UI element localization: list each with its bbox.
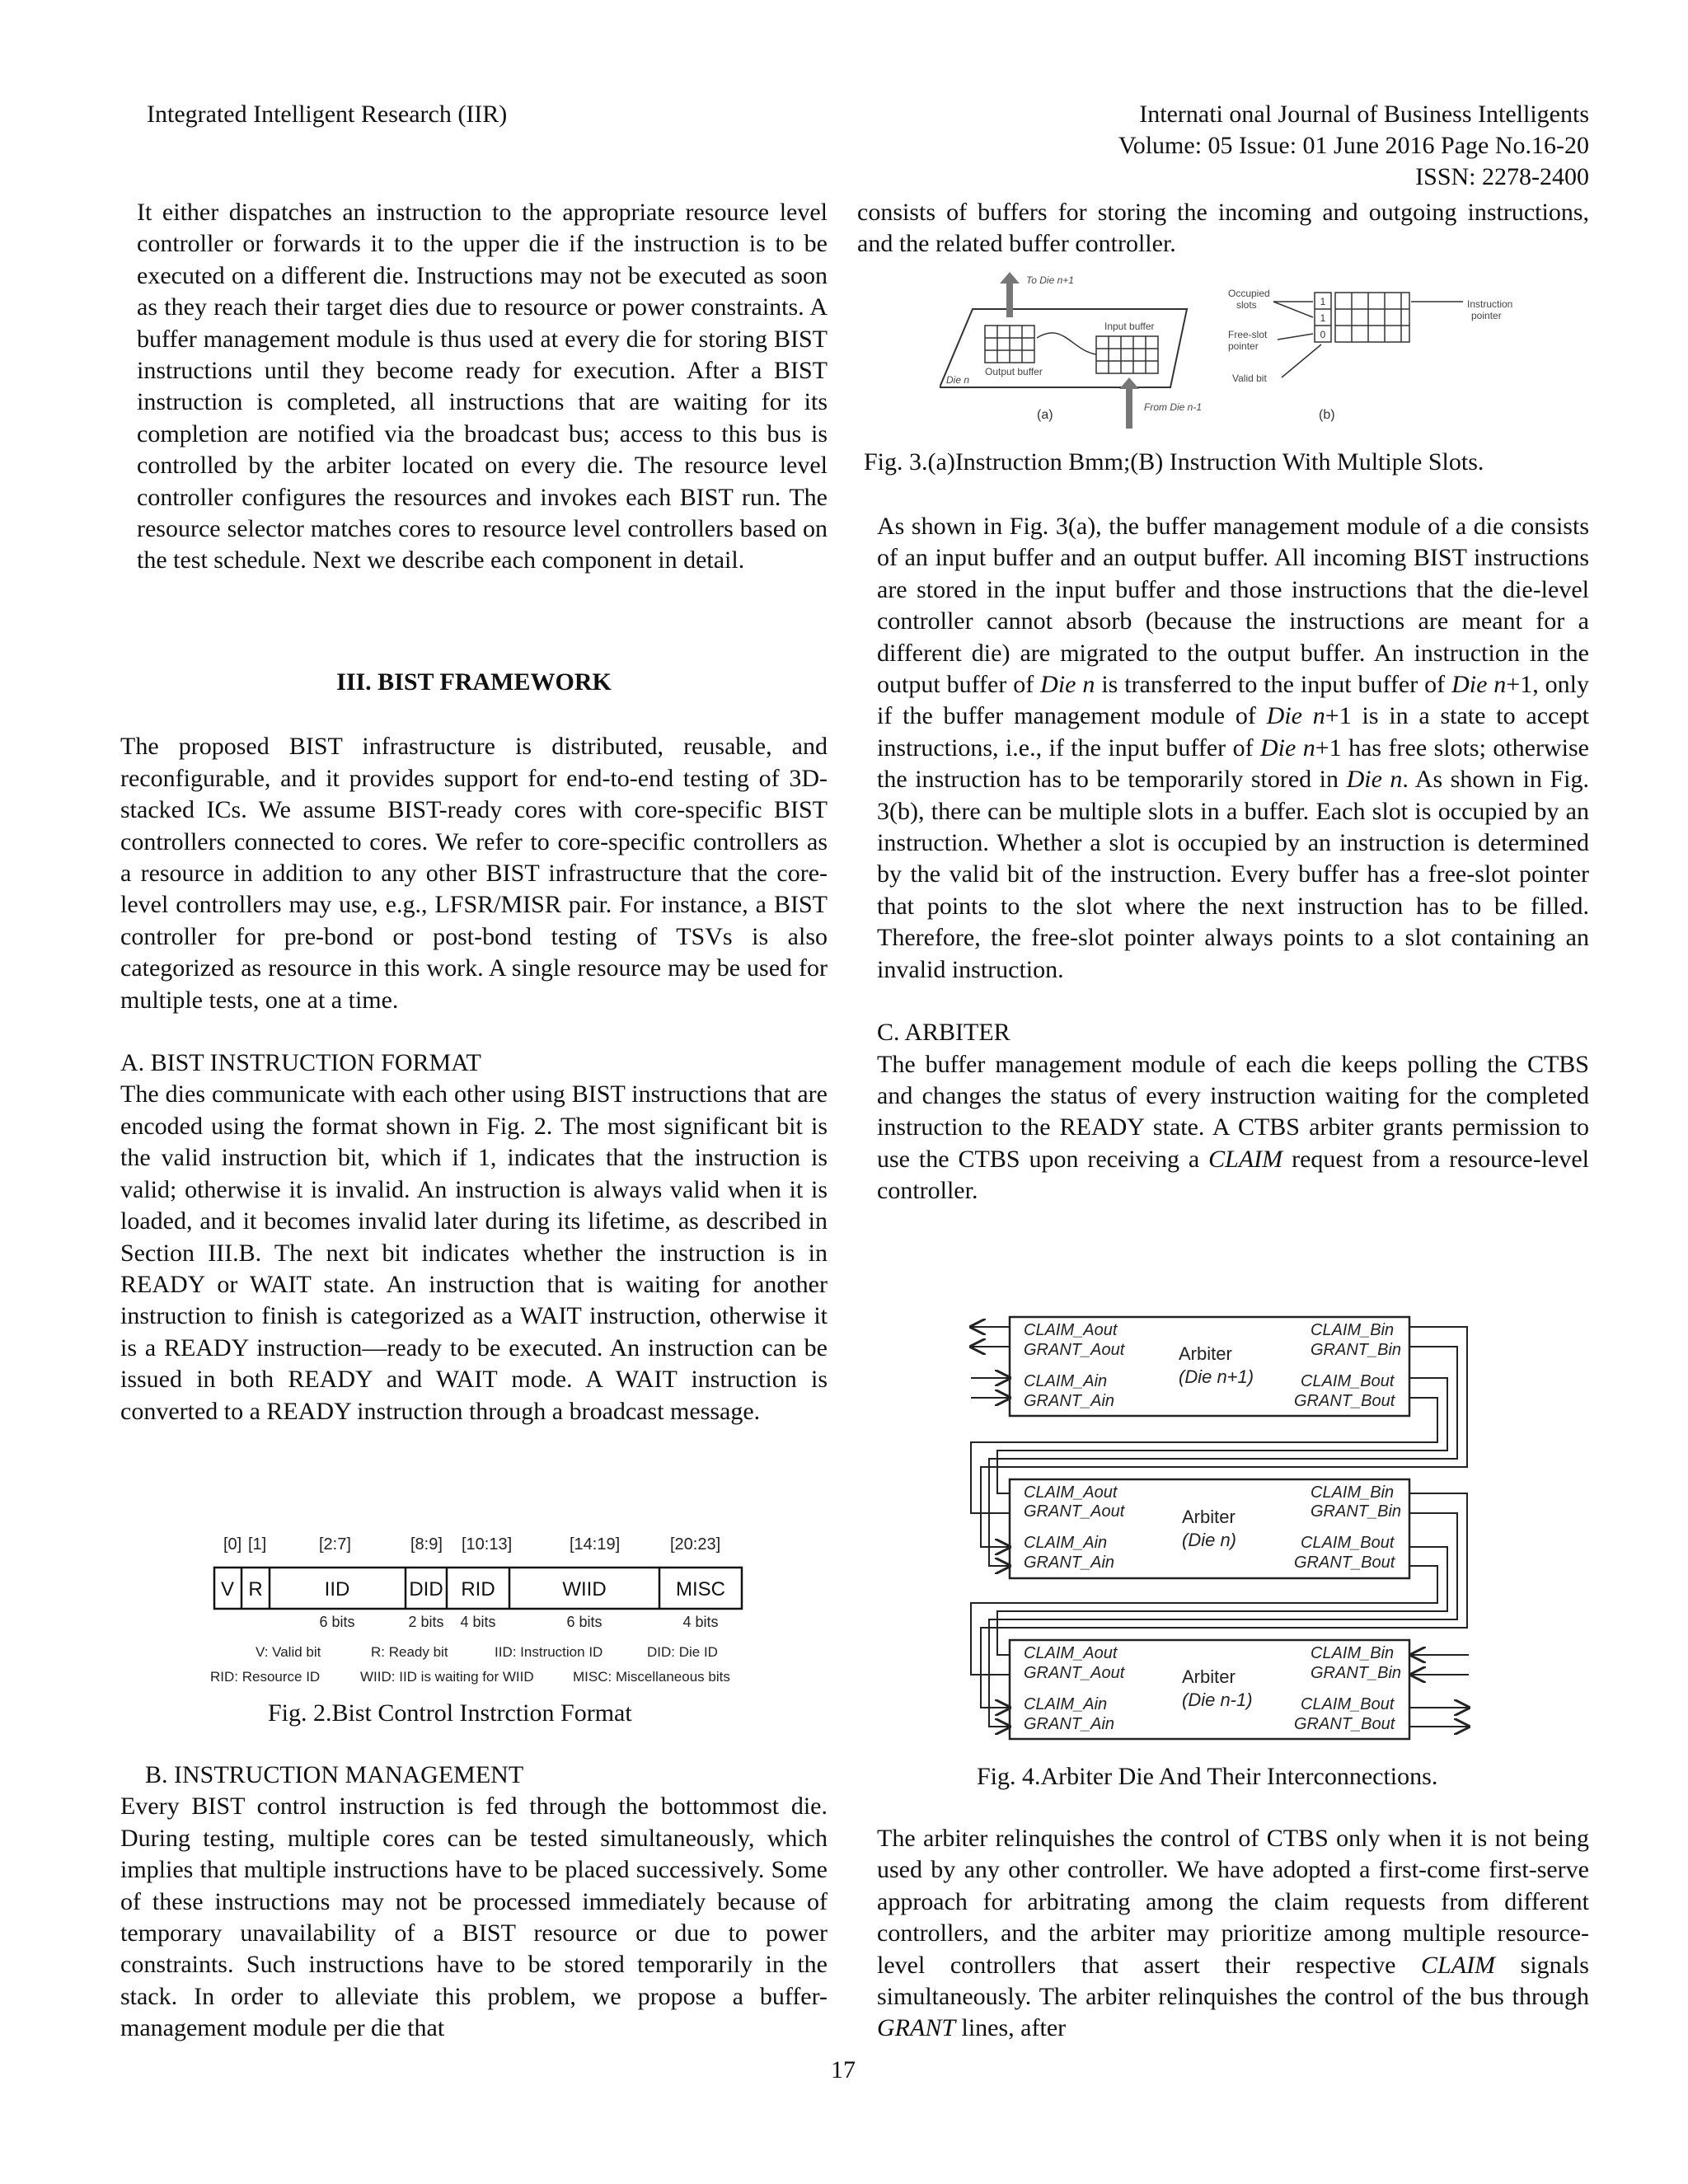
legend-item: IID: Instruction ID — [495, 1644, 603, 1660]
subsection-heading-c: C. ARBITER — [877, 1019, 1010, 1047]
left-column — [120, 668, 828, 1427]
valid-bit-value: 1 — [1320, 296, 1326, 307]
field-did: DID — [409, 1578, 443, 1601]
from-die-label: From Die n-1 — [1144, 401, 1203, 413]
svg-text:CLAIM_Bin: CLAIM_Bin — [1311, 1483, 1395, 1502]
up-arrow-icon — [1000, 272, 1020, 284]
figure-2-caption: Fig. 2.Bist Control Instrction Format — [268, 1699, 632, 1727]
svg-text:CLAIM_Aout: CLAIM_Aout — [1024, 1483, 1118, 1502]
die-label: (Die n-1) — [1182, 1690, 1253, 1710]
field-v: V — [220, 1578, 235, 1601]
instr-ptr-label: Instruction — [1467, 298, 1513, 310]
paragraph: As shown in Fig. 3(a), the buffer management module of a die consists of an input buffer and an output buffer. All incoming BIST instructions are stored in the input buffer and those instructions that the die-level controller cannot absorb (because the instructions are meant for a different die) are migrated to the output buffer. An instruction in the output buffer of Die n is transferred to the input buffer of Die n+1, only if the buffer management module of Die n+1 is in a state to accept instructions, i.e., if the input buffer of Die n+1 has free slots; otherwise the instruction has to be temporarily stored in Die n. As shown in Fig. 3(b), there can be multiple slots in a buffer. Each slot is occupied by an instruction. Whether a slot is occupied by an instruction is determined by the valid bit of the instruction. Every buffer has a free-slot pointer that points to the slot where the next instruction has to be filled. Therefore, the free-slot pointer always points to a slot containing an invalid instruction. — [877, 513, 1589, 983]
figure-2-instruction-format — [210, 1533, 754, 1690]
subsection-heading-a: A. BIST INSTRUCTION FORMAT — [120, 1049, 481, 1077]
left-intro-paragraph — [137, 197, 828, 577]
svg-text:GRANT_Aout: GRANT_Aout — [1024, 1341, 1125, 1359]
width-label: 6 bits — [319, 1614, 355, 1630]
figure-3-caption: Fig. 3.(a)Instruction Bmm;(B) Instruction With Multiple Slots. — [864, 448, 1484, 476]
paragraph: consists of buffers for storing the incoming and outgoing instructions, and the related buffer controller. — [857, 199, 1589, 258]
svg-text:GRANT_Bout: GRANT_Bout — [1294, 1392, 1395, 1410]
figure-4-caption: Fig. 4.Arbiter Die And Their Interconnections. — [977, 1763, 1438, 1790]
svg-text:CLAIM_Bout: CLAIM_Bout — [1301, 1695, 1395, 1713]
svg-text:CLAIM_Ain: CLAIM_Ain — [1024, 1695, 1108, 1713]
svg-text:CLAIM_Bin: CLAIM_Bin — [1311, 1644, 1395, 1662]
output-buffer-label: Output buffer — [985, 366, 1043, 377]
svg-text:GRANT_Bin: GRANT_Bin — [1311, 1502, 1402, 1521]
width-label: 4 bits — [460, 1614, 496, 1630]
output-buffer-grid — [985, 326, 1034, 363]
field-iid: IID — [324, 1578, 350, 1601]
page-number: 17 — [831, 2056, 856, 2083]
paragraph: The dies communicate with each other using BIST instructions that are encoded using the format shown in Fig. 2. The most significant bit is the valid instruction bit, which if 1, indicates that the instruction is valid; otherwise it is invalid. An instruction is always valid when it is loaded, and it becomes invalid later during its lifetime, as described in Section III.B. The next bit indicates whether the instruction is in READY or WAIT state. An instruction that is waiting for another instruction to finish is categorized as a WAIT instruction, otherwise it is a READY instruction—ready to be executed. An instruction can be issued in both READY and WAIT mode. A WAIT instruction is converted to a READY instruction through a broadcast message. — [120, 1080, 828, 1425]
svg-text:GRANT_Bin: GRANT_Bin — [1311, 1664, 1402, 1682]
subfig-b-label: (b) — [1319, 408, 1335, 422]
bit-pos: [20:23] — [670, 1535, 721, 1554]
journal-name: Internati onal Journal of Business Intelligents — [1139, 101, 1589, 128]
bit-pos: [10:13] — [462, 1535, 513, 1554]
svg-text:GRANT_Aout: GRANT_Aout — [1024, 1664, 1125, 1682]
free-slot-label: pointer — [1228, 340, 1259, 352]
svg-text:CLAIM_Aout: CLAIM_Aout — [1024, 1321, 1118, 1339]
paragraph: The buffer management module of each die keeps polling the CTBS and changes the status of every instruction waiting for the completed instruction to the READY state. A CTBS arbiter grants permission to use the CTBS upon receiving a CLAIM request from a resource-level controller. — [877, 1050, 1590, 1205]
input-buffer-label: Input buffer — [1104, 321, 1155, 332]
right-intro-paragraph — [857, 197, 1589, 260]
paragraph: It either dispatches an instruction to the appropriate resource level controller or forwards it to the upper die if the instruction is to be executed on a different die. Instructions may not be executed as soon as they reach their target dies due to resource or power constraints. A buffer management module is thus used at every die for storing BIST instructions until they become ready for execution. After a BIST instruction is completed, all instructions that are waiting for its completion are notified via the broadcast bus; access to this bus is controlled by the arbiter located on every die. The resource level controller configures the resources and invokes each BIST run. The resource selector matches cores to resource level controllers based on the test schedule. Next we describe each component in detail. — [137, 199, 828, 574]
slot-table — [1273, 293, 1463, 377]
right-column — [877, 511, 1589, 1207]
field-r: R — [248, 1578, 263, 1601]
section-title: III. BIST FRAMEWORK — [336, 668, 612, 696]
width-label: 4 bits — [682, 1614, 719, 1630]
field-rid: RID — [461, 1578, 495, 1601]
width-label: 2 bits — [408, 1614, 444, 1630]
to-die-label: To Die n+1 — [1026, 274, 1074, 286]
running-header-left: Integrated Intelligent Research (IIR) — [147, 101, 508, 128]
svg-text:CLAIM_Bin: CLAIM_Bin — [1311, 1321, 1395, 1339]
arbiter-label: Arbiter — [1182, 1507, 1236, 1527]
legend-item: RID: Resource ID — [210, 1669, 321, 1685]
svg-text:GRANT_Ain: GRANT_Ain — [1024, 1715, 1115, 1733]
bit-pos: [14:19] — [570, 1535, 621, 1554]
field-misc: MISC — [676, 1578, 725, 1601]
subsection-heading-b: B. INSTRUCTION MANAGEMENT — [145, 1761, 524, 1788]
running-header-right — [847, 99, 1589, 193]
legend-item: DID: Die ID — [647, 1644, 718, 1660]
bit-pos: [0] — [223, 1535, 242, 1554]
figure-3-buffer-diagram — [940, 272, 1517, 437]
figure-4-arbiter-diagram — [964, 1310, 1475, 1743]
svg-text:GRANT_Ain: GRANT_Ain — [1024, 1554, 1115, 1572]
svg-text:CLAIM_Bout: CLAIM_Bout — [1301, 1372, 1395, 1390]
svg-text:CLAIM_Ain: CLAIM_Ain — [1024, 1534, 1108, 1552]
legend-item: R: Ready bit — [371, 1644, 448, 1660]
instr-ptr-label: pointer — [1471, 310, 1502, 321]
arbiter-label: Arbiter — [1179, 1343, 1232, 1364]
svg-text:GRANT_Bout: GRANT_Bout — [1294, 1554, 1395, 1572]
paragraph: Every BIST control instruction is fed through the bottommost die. During testing, multiple cores can be tested simultaneously, which implies that multiple instructions have to be placed successively. Some of these instructions may not be processed immediately because of temporary unavailability of a BIST resource or due to power constraints. Such instructions have to be stored temporarily in the stack. In order to alleviate this problem, we propose a buffer-management module per die that — [120, 1793, 828, 2042]
right-column-bottom — [877, 1823, 1589, 2045]
volume-info: Volume: 05 Issue: 01 June 2016 Page No.16-20 — [1118, 132, 1589, 159]
svg-text:CLAIM_Bout: CLAIM_Bout — [1301, 1534, 1395, 1552]
die-label: Die n — [946, 374, 970, 386]
bit-pos: [1] — [248, 1535, 267, 1554]
subfig-a-label: (a) — [1037, 408, 1053, 422]
svg-text:CLAIM_Ain: CLAIM_Ain — [1024, 1372, 1108, 1390]
svg-text:GRANT_Bout: GRANT_Bout — [1294, 1715, 1395, 1733]
input-buffer-grid — [1096, 336, 1158, 373]
bit-pos: [8:9] — [410, 1535, 443, 1554]
field-wiid: WIID — [562, 1578, 607, 1601]
svg-text:GRANT_Ain: GRANT_Ain — [1024, 1392, 1115, 1410]
issn: ISSN: 2278-2400 — [1415, 163, 1589, 190]
valid-bit-label: Valid bit — [1232, 373, 1267, 384]
left-column-bottom — [120, 1760, 828, 2045]
up-arrow-icon — [1119, 377, 1139, 389]
arbiter-label: Arbiter — [1182, 1666, 1236, 1687]
free-slot-label: Free-slot — [1228, 329, 1268, 340]
valid-bit-value: 0 — [1320, 329, 1326, 340]
legend-item: WIID: IID is waiting for WIID — [360, 1669, 534, 1685]
die-label: (Die n+1) — [1179, 1366, 1254, 1387]
occupied-label: slots — [1236, 299, 1257, 311]
svg-text:CLAIM_Aout: CLAIM_Aout — [1024, 1644, 1118, 1662]
paragraph: The proposed BIST infrastructure is distributed, reusable, and reconfigurable, and it provides support for end-to-end testing of 3D-stacked ICs. We assume BIST-ready cores with core-specific BIST controllers connected to cores. We refer to core-specific controllers as a resource in addition to any other BIST infrastructure that the core-level controllers may use, e.g., LFSR/MISR pair. For instance, a BIST controller for pre-bond or post-bond testing of TSVs is also categorized as resource in this work. A single resource may be used for multiple tests, one at a time. — [120, 733, 828, 1014]
svg-text:GRANT_Aout: GRANT_Aout — [1024, 1502, 1125, 1521]
occupied-label: Occupied — [1228, 288, 1270, 299]
bit-pos: [2:7] — [319, 1535, 351, 1554]
legend-item: MISC: Miscellaneous bits — [573, 1669, 730, 1685]
paragraph: The arbiter relinquishes the control of CTBS only when it is not being used by any other controller. We have adopted a first-come first-serve approach for arbitrating among the claim requests from different controllers, and the arbiter may prioritize among multiple resource-level controllers that assert their respective CLAIM signals simultaneously. The arbiter relinquishes the control of the bus through GRANT lines, after — [877, 1825, 1589, 2042]
svg-text:GRANT_Bin: GRANT_Bin — [1311, 1341, 1402, 1359]
legend-item: V: Valid bit — [256, 1644, 321, 1660]
width-label: 6 bits — [566, 1614, 603, 1630]
die-label: (Die n) — [1182, 1530, 1237, 1550]
valid-bit-value: 1 — [1320, 312, 1326, 324]
